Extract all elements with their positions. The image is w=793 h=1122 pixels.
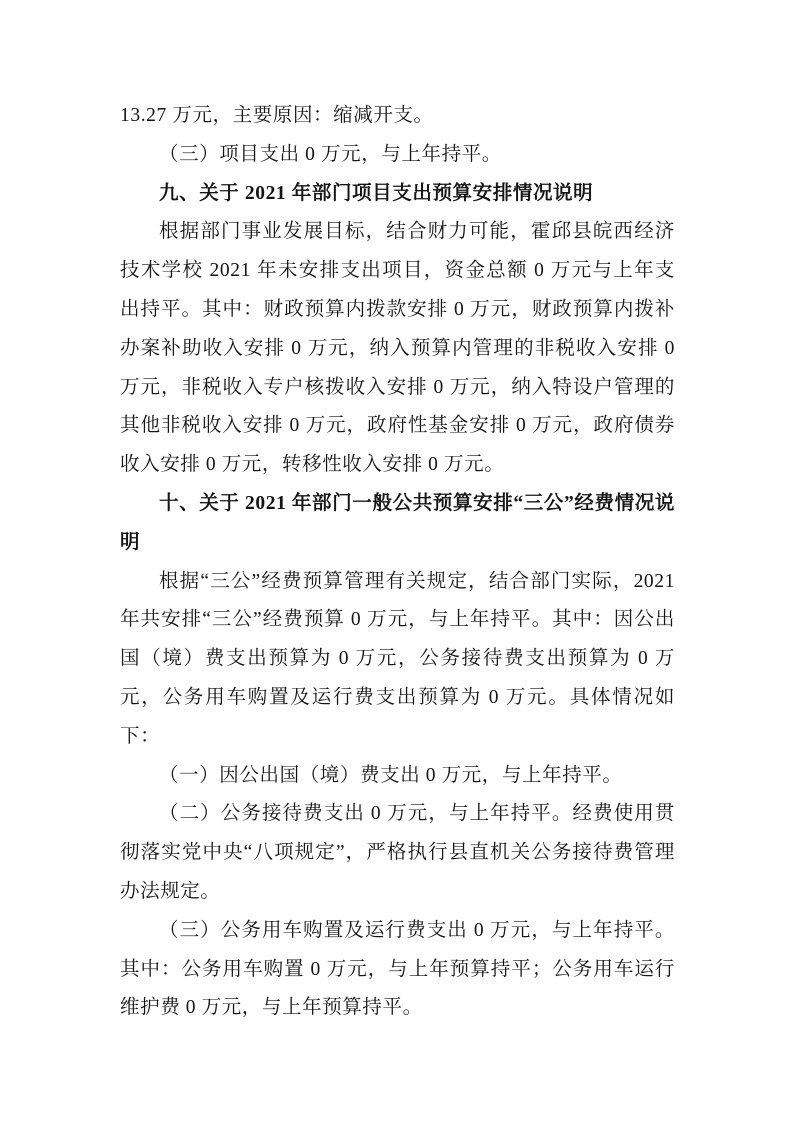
list-item-vehicle-expense: （三）公务用车购置及运行费支出 0 万元，与上年持平。其中：公务用车购置 0 万元，与上年预算持平；公务用车运行维护费 0 万元，与上年预算持平。 (120, 919, 675, 1019)
body-paragraph-sangong-overview: 根据“三公”经费预算管理有关规定，结合部门实际，2021 年共安排“三公”经费预算 0 万元，与上年持平。其中：因公出国（境）费支出预算为 0 万元，公务接待费支出预算为 0 万元，公务用车购置及运行费支出预算为 0 万元。具体情况如下： (120, 570, 675, 747)
section-heading-nine: 九、关于 2021 年部门项目支出预算安排情况说明 (159, 182, 594, 204)
body-paragraph-project-budget: 根据部门事业发展目标，结合财力可能，霍邱县皖西经济技术学校 2021 年未安排支出项目，资金总额 0 万元与上年支出持平。其中：财政预算内拨款安排 0 万元，财政预算内拨补办案补助收入安排 0 万元，纳入预算内管理的非税收入安排 0 万元，非税收入专户核拨收入安排 0 万元，纳入特设户管理的其他非税收入安排 0 万元，政府性基金安排 0 万元，政府债券收入安排 0 万元，转移性收入安排 0 万元。 (120, 221, 675, 476)
list-item-project-expense: （三）项目支出 0 万元，与上年持平。 (159, 143, 502, 165)
section-heading-ten: 十、关于 2021 年部门一般公共预算安排“三公”经费情况说明 (120, 492, 676, 553)
list-item-abroad-expense: （一）因公出国（境）费支出 0 万元，与上年持平。 (159, 764, 623, 786)
paragraph-continuation: 13.27 万元，主要原因：缩减开支。 (120, 105, 434, 126)
list-item-reception-expense: （二）公务接待费支出 0 万元，与上年持平。经费使用贯彻落实党中央“八项规定”，严格执行县直机关公务接待费管理办法规定。 (120, 803, 675, 902)
